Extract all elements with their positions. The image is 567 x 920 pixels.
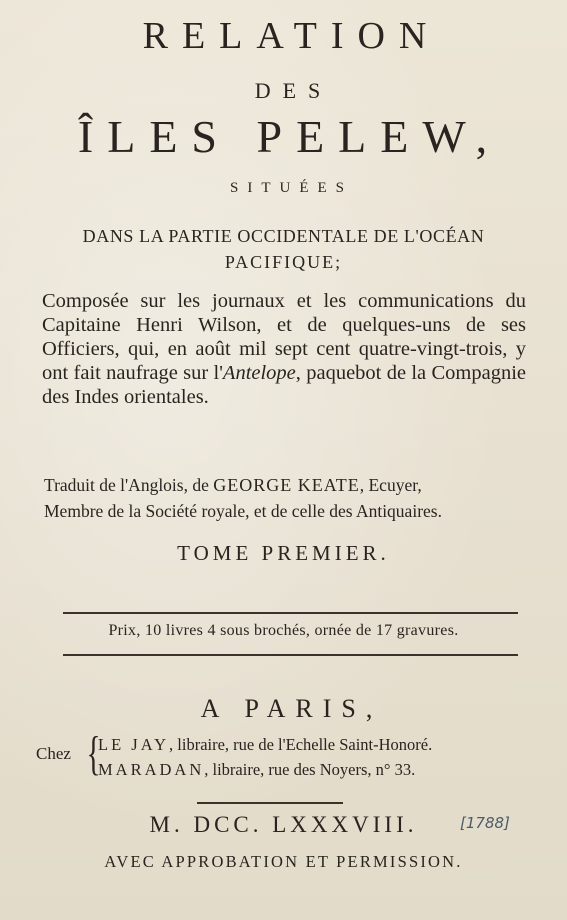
ship-name: Antelope bbox=[222, 362, 296, 384]
title-des: DES bbox=[254, 78, 333, 103]
publisher-1-address: , libraire, rue de l'Echelle Saint-Honoré. bbox=[169, 735, 433, 754]
composee-text-2: , paquebot de la Compagnie des Indes orientales. bbox=[42, 362, 526, 408]
traduit-text-1: Traduit de l'Anglois, de bbox=[44, 475, 214, 495]
publisher-2 bbox=[98, 760, 415, 780]
publisher-2-name: MARADAN bbox=[98, 760, 205, 779]
handwritten-date-note: [1788] bbox=[460, 814, 510, 832]
traduit-text-2: , Ecuyer, bbox=[359, 475, 422, 495]
chez-label: Chez bbox=[36, 744, 71, 763]
subtitle-situees: SITUÉES bbox=[230, 180, 353, 196]
rule-above-date bbox=[197, 802, 343, 804]
membre-line: Membre de la Société royale, et de celle des Antiquaires. bbox=[44, 501, 442, 521]
location-line-2: PACIFIQUE; bbox=[224, 252, 343, 272]
rule-below-prix bbox=[63, 654, 518, 656]
author-name: GEORGE KEATE bbox=[213, 475, 360, 495]
location-line-1: DANS LA PARTIE OCCIDENTALE DE L'OCÉAN bbox=[82, 226, 485, 246]
city-line: A PARIS, bbox=[200, 694, 383, 723]
tome-label: TOME PREMIER. bbox=[177, 541, 390, 565]
rule-above-prix bbox=[63, 612, 518, 614]
publisher-1 bbox=[98, 735, 432, 755]
publication-date: M. DCC. LXXXVIII. bbox=[149, 812, 418, 837]
brace-glyph: { bbox=[86, 727, 101, 780]
title-iles-pelew: ÎLES PELEW, bbox=[77, 111, 502, 162]
translator-paragraph bbox=[44, 472, 526, 524]
composee-text-1: Composée sur les journaux et les communications du Capitaine Henri Wilson, et de quelques-uns de ses Officiers, qui, en août mil sept cent quatre-vingt-trois, y ont fait naufrage sur l' bbox=[42, 290, 526, 384]
publisher-2-address: , libraire, rue des Noyers, n° 33. bbox=[204, 760, 416, 779]
approbation-line: AVEC APPROBATION ET PERMISSION. bbox=[104, 852, 463, 871]
price-line: Prix, 10 livres 4 sous brochés, ornée de 17 gravures. bbox=[108, 622, 459, 639]
publisher-1-name: LE JAY bbox=[98, 735, 170, 754]
composee-paragraph bbox=[42, 289, 526, 409]
book-title: RELATION bbox=[142, 15, 441, 57]
